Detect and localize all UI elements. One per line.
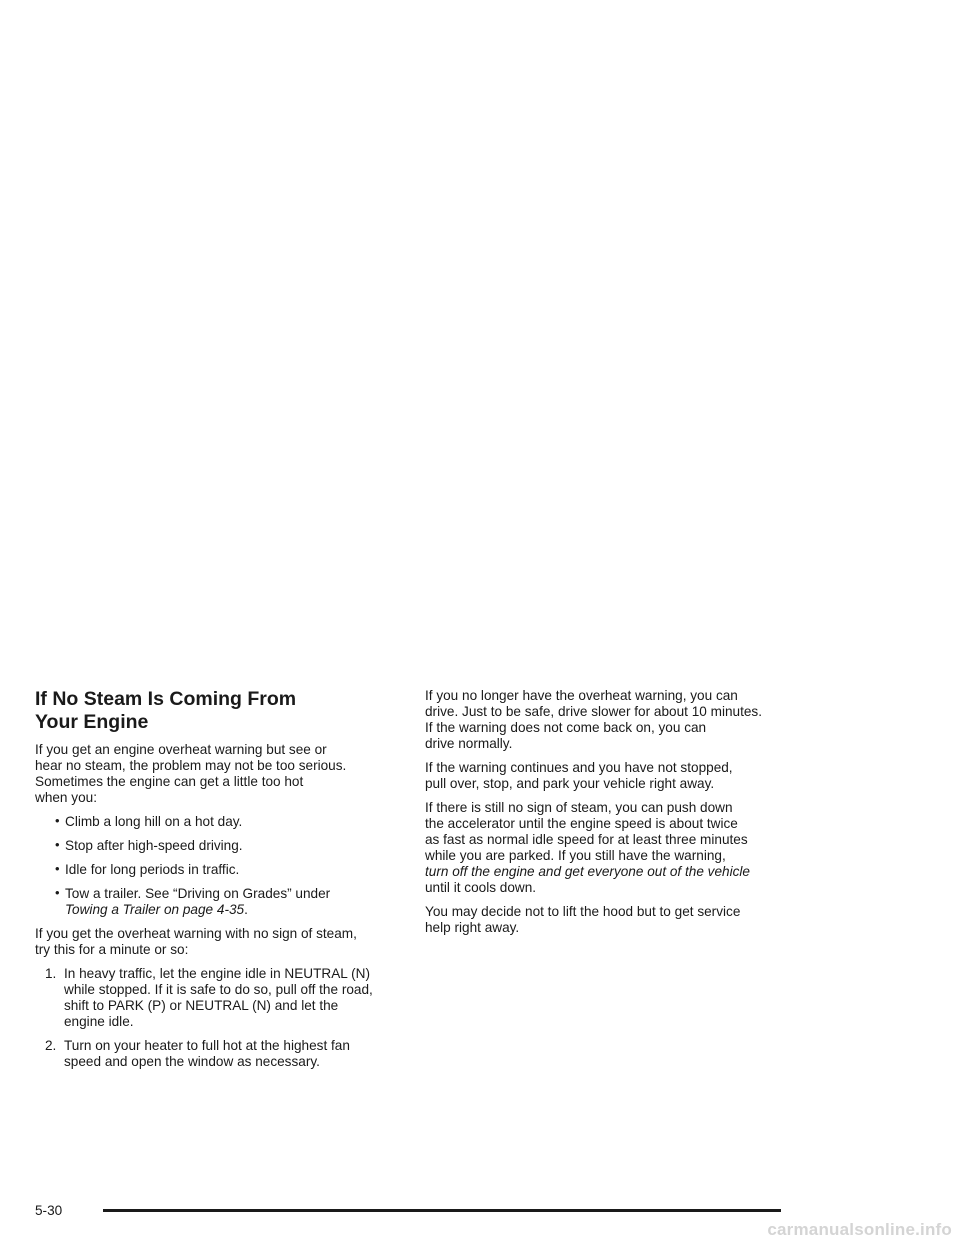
intro-paragraph <box>35 742 395 806</box>
list-item <box>35 862 395 878</box>
paragraph <box>425 760 795 792</box>
page-number: 5-30 <box>35 1203 63 1218</box>
watermark: carmanualsonline.info <box>767 1220 952 1239</box>
text-line: Sometimes the engine can get a little too hot <box>35 774 304 789</box>
text-line: the accelerator until the engine speed is about twice <box>425 816 738 831</box>
text-line: speed and open the window as necessary. <box>64 1054 320 1069</box>
list-item-text: Stop after high-speed driving. <box>65 838 243 853</box>
text-line: drive. Just to be safe, drive slower for about 10 minutes. <box>425 704 762 719</box>
title-line: If No Steam Is Coming From <box>35 688 297 710</box>
step-item <box>35 966 395 1030</box>
paragraph <box>425 904 795 936</box>
text-line: help right away. <box>425 920 520 935</box>
paragraph <box>425 688 795 752</box>
text-line: In heavy traffic, let the engine idle in NEUTRAL (N) <box>64 966 370 981</box>
text-line: If the warning does not come back on, you can <box>425 720 707 735</box>
steps-intro-paragraph <box>35 926 395 958</box>
text-line: when you: <box>35 790 97 805</box>
text-line: You may decide not to lift the hood but to get service <box>425 904 741 919</box>
text-line: Turn on your heater to full hot at the highest fan <box>64 1038 350 1053</box>
text-line: pull over, stop, and park your vehicle right away. <box>425 776 715 791</box>
cross-reference-link[interactable]: Towing a Trailer on page 4-35 <box>65 902 245 917</box>
text-line: If you get the overheat warning with no sign of steam, <box>35 926 357 941</box>
list-item-text: Climb a long hill on a hot day. <box>65 814 243 829</box>
list-item-text: Tow a trailer. See “Driving on Grades” under <box>65 886 331 901</box>
text-line: If there is still no sign of steam, you can push down <box>425 800 733 815</box>
condition-list <box>35 814 395 918</box>
text-line: try this for a minute or so: <box>35 942 189 957</box>
text-line: hear no steam, the problem may not be too serious. <box>35 758 347 773</box>
step-number: 1. <box>45 966 57 981</box>
bullet-icon: • <box>55 813 60 828</box>
bullet-icon: • <box>55 885 60 900</box>
text-line: If the warning continues and you have not stopped, <box>425 760 733 775</box>
list-item-punctuation: . <box>244 902 248 917</box>
list-item <box>35 814 395 830</box>
emphasis-text: turn off the engine and get everyone out of the vehicle <box>425 864 750 879</box>
step-number: 2. <box>45 1038 57 1053</box>
text-line: shift to PARK (P) or NEUTRAL (N) and let the <box>64 998 339 1013</box>
section-title <box>35 688 395 734</box>
paragraph <box>425 800 795 896</box>
right-column <box>425 688 795 944</box>
list-item-text: Idle for long periods in traffic. <box>65 862 240 877</box>
list-item <box>35 886 395 918</box>
footer-divider <box>103 1209 781 1212</box>
text-line: If you get an engine overheat warning but see or <box>35 742 327 757</box>
text-line: as fast as normal idle speed for at least three minutes <box>425 832 748 847</box>
bullet-icon: • <box>55 837 60 852</box>
text-line: until it cools down. <box>425 880 537 895</box>
bullet-icon: • <box>55 861 60 876</box>
title-line: Your Engine <box>35 711 149 733</box>
text-line: If you no longer have the overheat warning, you can <box>425 688 738 703</box>
text-line: while stopped. If it is safe to do so, pull off the road, <box>64 982 373 997</box>
text-line: engine idle. <box>64 1014 134 1029</box>
text-line: drive normally. <box>425 736 513 751</box>
step-item <box>35 1038 395 1070</box>
steps-list <box>35 966 395 1070</box>
list-item <box>35 838 395 854</box>
text-line: while you are parked. If you still have the warning, <box>425 848 726 863</box>
left-column <box>35 688 395 1078</box>
